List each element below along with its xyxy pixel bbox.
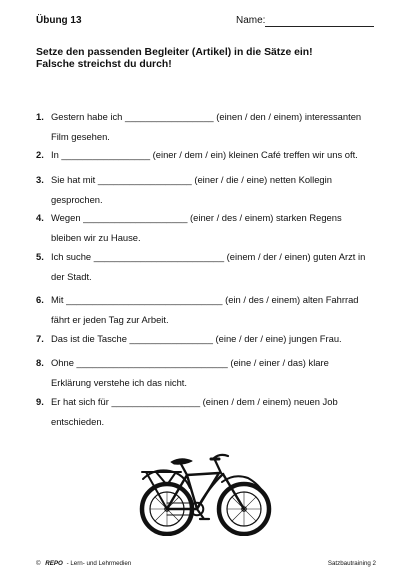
worksheet-footer	[36, 560, 376, 572]
task-line: In _________________ (einer / dem / ein) kleinen Café treffen wir uns oft.	[51, 149, 358, 160]
task-number: 2.	[36, 149, 44, 160]
task-number: 1.	[36, 111, 44, 122]
task-text	[51, 107, 376, 147]
copyright-symbol: ©	[36, 560, 41, 567]
task-line: Erklärung verstehe ich das nicht.	[51, 377, 188, 388]
task-line: Ich suche _________________________ (einem / der / einen) guten Arzt in	[51, 251, 366, 262]
task-number: 9.	[36, 396, 44, 407]
task-text	[51, 353, 376, 393]
task-line: Film gesehen.	[51, 131, 110, 142]
task-text	[51, 392, 376, 432]
task-line: entschieden.	[51, 416, 105, 427]
task-text	[51, 290, 376, 330]
worksheet-header	[36, 12, 376, 30]
task-line: Sie hat mit __________________ (einer / die / eine) netten Kollegin	[51, 174, 332, 185]
task-line: Mit ______________________________ (ein / des / einem) alten Fahrrad	[51, 294, 359, 305]
task-text	[51, 208, 376, 248]
exercise-title: Übung 13	[36, 15, 82, 26]
bicycle-illustration	[136, 441, 274, 536]
instruction-line-2: Falsche streichst du durch!	[36, 59, 172, 70]
name-label: Name:	[236, 15, 266, 26]
task-line: Gestern habe ich _________________ (einen / den / einem) interessanten	[51, 111, 362, 122]
publisher-info	[36, 560, 131, 567]
name-write-line[interactable]	[265, 26, 374, 27]
publisher-text: - Lern- und Lehrmedien	[66, 560, 132, 567]
series-title: Satzbautraining 2	[327, 560, 376, 567]
task-line: fährt er jeden Tag zur Arbeit.	[51, 314, 169, 325]
publisher-brand: REPO	[45, 560, 63, 567]
task-line: gesprochen.	[51, 194, 103, 205]
task-line: Das ist die Tasche ________________ (eine / der / eine) jungen Frau.	[51, 333, 342, 344]
task-text	[51, 247, 376, 287]
task-text	[51, 329, 376, 349]
task-line: Ohne _____________________________ (eine / einer / das) klare	[51, 357, 329, 368]
saddle	[171, 459, 192, 464]
task-number: 7.	[36, 333, 44, 344]
seat-post	[181, 464, 187, 475]
task-number: 3.	[36, 174, 44, 185]
task-line: Wegen ____________________ (einer / des / einem) starken Regens	[51, 212, 342, 223]
task-number: 6.	[36, 294, 44, 305]
task-number: 4.	[36, 212, 44, 223]
task-line: bleiben wir zu Hause.	[51, 232, 141, 243]
task-number: 8.	[36, 357, 44, 368]
instructions	[36, 47, 376, 71]
task-number: 5.	[36, 251, 44, 262]
task-text	[51, 170, 376, 210]
name-field[interactable]	[236, 15, 376, 26]
instruction-line-1: Setze den passenden Begleiter (Artikel) in die Sätze ein!	[36, 47, 313, 58]
task-line: Er hat sich für _________________ (einen / dem / einem) neuen Job	[51, 396, 338, 407]
task-text	[51, 145, 376, 165]
task-line: der Stadt.	[51, 271, 92, 282]
